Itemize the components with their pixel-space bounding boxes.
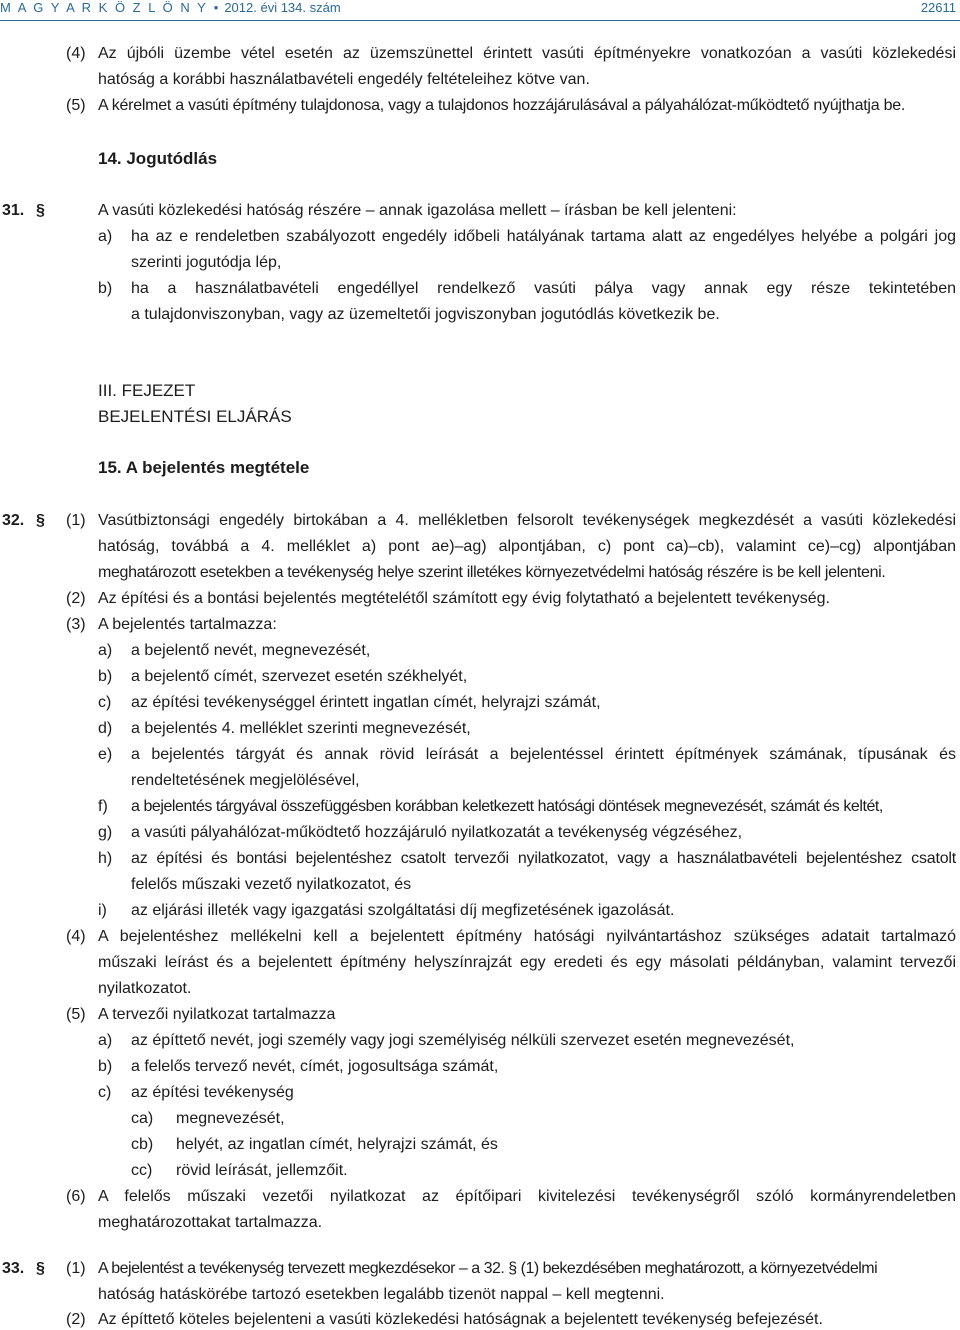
subpoint-text: megnevezését, [176,1110,285,1127]
page-number: 22611 [920,0,956,15]
paragraph-text: meghatározottakat tartalmazza. [98,1214,323,1231]
subpoint-label: cb) [131,1136,154,1153]
point-label: a) [98,228,113,245]
section-sign: § [36,202,45,219]
subpoint-label: cc) [131,1162,153,1179]
paragraph-text: nyilatkozatot. [98,980,192,997]
paragraph-text: hatóság, továbbá a 4. melléklet a) pont ae)–ag) alpontjában, c) pont ca)–cb), valamint ce)–cg) alpontjában [98,538,956,555]
point-text: a bejelentő címét, szervezet esetén székhelyét, [131,668,468,685]
subpoint-text: rövid leírását, jellemzőit. [176,1162,348,1179]
paragraph-number: (5) [66,97,86,114]
bullet-separator: • [213,0,219,15]
paragraph-text: A bejelentést a tevékenység tervezett megkezdésekor – a 32. § (1) bekezdésében meghatározott, a környezetvédelmi [98,1260,878,1277]
point-text: a bejelentés tárgyával összefüggésben korábban keletkezett hatósági döntések megnevezését, számát és keltét, [131,798,883,815]
point-text: ha a használatbavételi engedéllyel rendelkező vasúti pálya vagy annak egy része tekintetében [131,280,956,297]
paragraph-number: (6) [66,1188,86,1205]
paragraph-text: A bejelentéshez mellékelni kell a bejelentett építmény hatósági nyilvántartáshoz szükséges adatait tartalmazó [98,928,956,945]
subpoint-text: helyét, az ingatlan címét, helyrajzi számát, és [176,1136,498,1153]
paragraph-text: A kérelmet a vasúti építmény tulajdonosa, vagy a tulajdonos hozzájárulásával a pályahálózat-működtető nyújthatja be. [98,97,906,114]
point-label: c) [98,694,112,711]
paragraph-number: (2) [66,1311,86,1328]
point-text: a bejelentés tárgyát és annak rövid leírását a bejelentéssel érintett építmények számának, típusának és [131,746,956,763]
point-label: a) [98,1032,113,1049]
section-number: 31. [2,202,25,219]
paragraph-text: Az építtető köteles bejelenteni a vasúti közlekedési hatóságnak a bejelentett tevékenység befejezését. [98,1311,823,1328]
paragraph-number: (3) [66,616,86,633]
point-label: f) [98,798,108,815]
point-text: a felelős tervező nevét, címét, jogosultsága számát, [131,1058,499,1075]
point-text: rendeltetésének megjelölésével, [131,772,360,789]
issue-number: 2012. évi 134. szám [224,0,341,15]
section-sign: § [36,512,45,529]
point-label: h) [98,850,113,867]
section-number: 33. [2,1260,25,1277]
paragraph-number: (1) [66,512,86,529]
paragraph-text: Az építési és a bontási bejelentés megtételétől számított egy évig folytatható a bejelentett tevékenység. [98,590,830,607]
point-label: g) [98,824,113,841]
point-label: b) [98,668,113,685]
point-label: b) [98,280,113,297]
paragraph-number: (4) [66,45,86,62]
subpoint-label: ca) [131,1110,154,1127]
paragraph-number: (4) [66,928,86,945]
point-text: a tulajdonviszonyban, vagy az üzemeltetői jogviszonyban jogutódlás következik be. [131,306,720,323]
point-label: d) [98,720,113,737]
point-text: ha az e rendeletben szabályozott engedély időbeli hatályának tartama alatt az engedélyes helyébe a polgári jog [131,228,956,245]
point-text: az építési tevékenység [131,1084,294,1101]
paragraph-text: A felelős műszaki vezetői nyilatkozat az építőipari kivitelezési tevékenységről szóló kormányrendeletben [98,1188,956,1205]
point-label: e) [98,746,113,763]
point-text: a bejelentés 4. melléklet szerinti megnevezését, [131,720,471,737]
point-text: a vasúti pályahálózat-működtető hozzájáruló nyilatkozatát a tevékenység végzéséhez, [131,824,743,841]
paragraph-number: (5) [66,1006,86,1023]
paragraph-text: A bejelentés tartalmazza: [98,616,277,633]
paragraph-text: Az újbóli üzembe vétel esetén az üzemszünettel érintett vasúti építményekre vonatkozóan a vasúti közlekedési [98,45,956,62]
point-text: a bejelentő nevét, megnevezését, [131,642,371,659]
paragraph-text: hatóság hatáskörébe tartozó esetekben legalább tizenöt nappal – kell megtenni. [98,1286,665,1303]
paragraph-number: (1) [66,1260,86,1277]
section-sign: § [36,1260,45,1277]
point-label: c) [98,1084,112,1101]
paragraph-text: Vasútbiztonsági engedély birtokában a 4. mellékletben felsorolt tevékenységek megkezdését a vasúti közlekedési [98,512,956,529]
paragraph-text: A tervezői nyilatkozat tartalmazza [98,1006,336,1023]
paragraph-text: hatóság a korábbi használatbavételi engedély feltételeihez kötve van. [98,71,590,88]
paragraph-number: (2) [66,590,86,607]
point-text: az építési és bontási bejelentéshez csatolt tervezői nyilatkozatot, vagy a használatbavételi bejelentéshez csatolt [131,850,956,867]
paragraph-text: meghatározott esetekben a tevékenység helye szerint illetékes környezetvédelmi hatóság részére is be kell jelenteni. [98,564,886,581]
point-text: szerinti jogutódja lép, [131,254,282,271]
point-text: felelős műszaki vezető nyilatkozatot, és [131,876,412,893]
point-label: i) [98,902,107,919]
point-label: b) [98,1058,113,1075]
chapter-number: III. FEJEZET [98,381,196,400]
point-text: az eljárási illeték vagy igazgatási szolgáltatási díj megfizetésének igazolását. [131,902,675,919]
chapter-title: BEJELENTÉSI ELJÁRÁS [98,407,292,426]
point-label: a) [98,642,113,659]
subheading: 14. Jogutódlás [98,149,218,168]
section-number: 32. [2,512,25,529]
publication-name: M A G Y A R K Ö Z L Ö N Y [0,0,208,15]
paragraph-text: A vasúti közlekedési hatóság részére – annak igazolása mellett – írásban be kell jelenteni: [98,202,737,219]
point-text: az építési tevékenységgel érintett ingatlan címét, helyrajzi számát, [131,694,601,711]
point-text: az építtető nevét, jogi személy vagy jogi személyiség nélküli szervezet esetén megnevezését, [131,1032,795,1049]
paragraph-text: műszaki leírást és a bejelentett építmény helyszínrajzát egy eredeti és egy másolati példányban, valamint tervezői [98,954,956,971]
subheading: 15. A bejelentés megtétele [98,458,310,477]
